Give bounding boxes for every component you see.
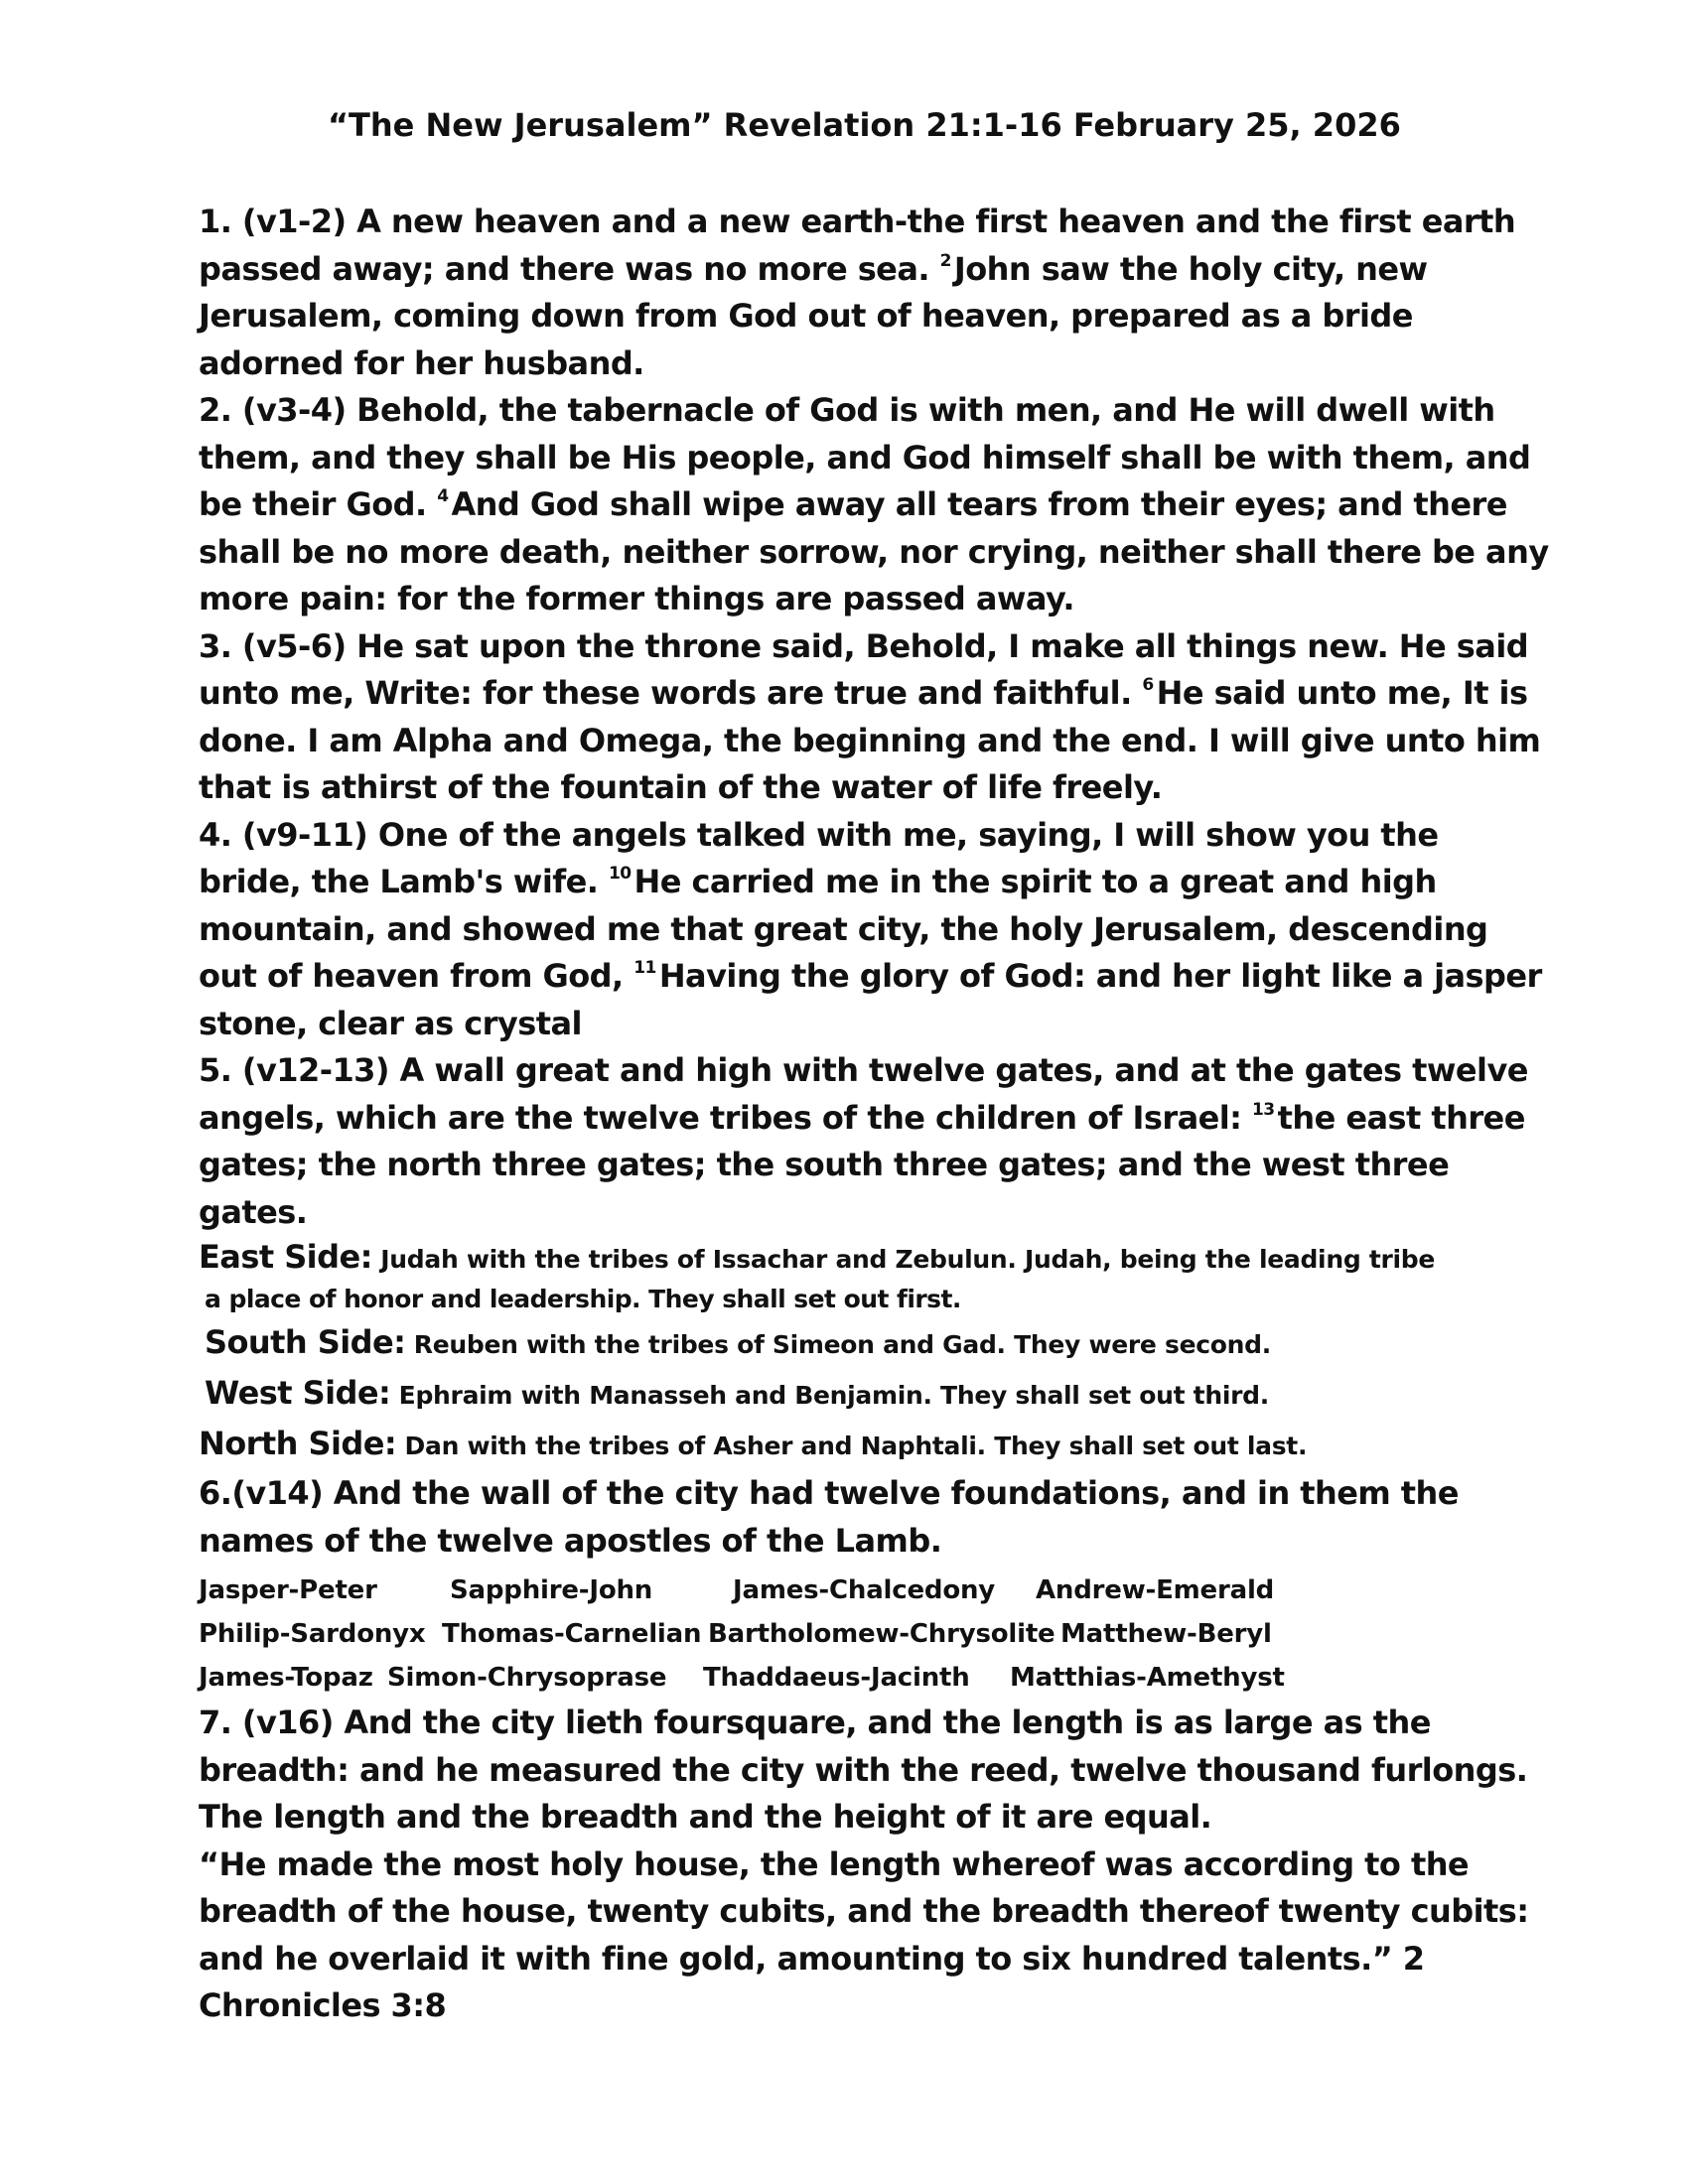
point-6 bbox=[199, 1470, 1549, 1565]
apostle-stone: Thaddaeus-Jacinth bbox=[703, 1663, 970, 1693]
apostles-row bbox=[199, 1612, 1549, 1656]
point-2-text: 2. (v3-4) Behold, the tabernacle of God is with men, and He will dwell with them, and they shall be His people, and God himself shall be with them, and be their God. bbox=[199, 391, 1531, 523]
point-5-text-cont: the east three gates; the north three gates; the south three gates; and the west three gates. bbox=[199, 1098, 1525, 1231]
verse-number: 13 bbox=[1252, 1099, 1275, 1120]
east-side-label: East Side: bbox=[199, 1238, 372, 1276]
point-6-text: And the wall of the city had twelve foundations, and in them the names of the twelve apostles of the Lamb. bbox=[199, 1474, 1459, 1560]
south-side-label: South Side: bbox=[205, 1323, 406, 1361]
point-5-text: 5. (v12-13) A wall great and high with twelve gates, and at the gates twelve angels, which are the twelve tribes of the children of Israel: bbox=[199, 1051, 1528, 1137]
point-6-ref: 6.(v14) bbox=[199, 1474, 324, 1512]
apostles-row bbox=[199, 1656, 1549, 1700]
apostle-stone: Sapphire-John bbox=[450, 1575, 653, 1605]
verse-number: 4 bbox=[437, 486, 449, 506]
apostle-stone: Andrew-Emerald bbox=[1036, 1575, 1275, 1605]
point-1-text: 1. (v1-2) A new heaven and a new earth-the first heaven and the first earth passed away; and there was no more sea. bbox=[199, 203, 1516, 288]
point-1 bbox=[199, 199, 1549, 387]
east-side-desc: Judah with the tribes of Issachar and Zebulun. Judah, being the leading tribe bbox=[371, 1245, 1436, 1274]
tribe-north bbox=[199, 1420, 1549, 1470]
point-7: 7. (v16) And the city lieth foursquare, and the length is as large as the breadth: and he measured the city with the reed, twelve thousand furlongs. The length and the breadth and the height of it are equal. bbox=[199, 1704, 1528, 1836]
point-3-text: 3. (v5-6) He sat upon the throne said, Behold, I make all things new. He said unto me, Write: for these words are true and faithful. bbox=[199, 626, 1529, 712]
page-title: “The New Jerusalem” Revelation 21:1-16 February 25, 2026 bbox=[328, 106, 1401, 144]
apostle-stone: Bartholomew-Chrysolite bbox=[708, 1619, 1055, 1649]
apostle-stone: Philip-Sardonyx bbox=[199, 1619, 426, 1649]
tribe-south bbox=[199, 1318, 1549, 1369]
apostle-stone: Jasper-Peter bbox=[199, 1575, 377, 1605]
verse-number: 11 bbox=[633, 958, 656, 978]
apostle-stone: Matthias-Amethyst bbox=[1010, 1663, 1285, 1693]
point-1-text-cont: John saw the holy city, new Jerusalem, coming down from God out of heaven, prepared as a bride adorned for her husband. bbox=[199, 249, 1428, 382]
tribe-west bbox=[199, 1369, 1549, 1420]
apostle-stone: Thomas-Carnelian bbox=[442, 1619, 702, 1649]
apostle-stone: Simon-Chrysoprase bbox=[387, 1663, 667, 1693]
point-2-text-cont: And God shall wipe away all tears from their eyes; and there shall be no more death, neither sorrow, nor crying, neither shall there be any more pain: for the former things are passed away. bbox=[199, 485, 1549, 617]
point-2 bbox=[199, 387, 1549, 623]
south-side-desc: Reuben with the tribes of Simeon and Gad. They were second. bbox=[405, 1330, 1271, 1359]
tribes-list bbox=[199, 1236, 1549, 1470]
scripture-quote: “He made the most holy house, the length whereof was according to the breadth of the house, twenty cubits, and the breadth thereof twenty cubits: and he overlaid it with fine gold, amounting to six hundred talents.” 2 Chronicles 3:8 bbox=[199, 1844, 1529, 2024]
point-4-text-cont: He carried me in the spirit to a great and high mountain, and showed me that great city, the holy Jerusalem, descending out of heaven from God, bbox=[199, 863, 1488, 995]
tribe-east bbox=[199, 1236, 1549, 1281]
apostle-stone: James-Topaz bbox=[199, 1663, 373, 1693]
apostles-table bbox=[199, 1569, 1549, 1700]
point-4-text-end: Having the glory of God: and her light like a jasper stone, clear as crystal bbox=[199, 957, 1542, 1042]
west-side-label: West Side: bbox=[205, 1374, 391, 1412]
verse-number: 2 bbox=[939, 250, 951, 271]
apostle-stone: James-Chalcedony bbox=[733, 1575, 996, 1605]
apostles-row bbox=[199, 1569, 1549, 1612]
point-3 bbox=[199, 623, 1549, 812]
point-4-text: 4. (v9-11) One of the angels talked with me, saying, I will show you the bride, the Lamb's wife. bbox=[199, 815, 1439, 900]
north-side-desc: Dan with the tribes of Asher and Naphtali. They shall set out last. bbox=[396, 1432, 1308, 1460]
point-5 bbox=[199, 1047, 1549, 1236]
document-body bbox=[199, 199, 1549, 2030]
verse-number: 6 bbox=[1142, 675, 1154, 695]
west-side-desc: Ephraim with Manasseh and Benjamin. They shall set out third. bbox=[390, 1381, 1269, 1410]
north-side-label: North Side: bbox=[199, 1425, 397, 1462]
tribe-east-cont: a place of honor and leadership. They shall set out first. bbox=[205, 1285, 961, 1313]
point-3-text-cont: He said unto me, It is done. I am Alpha and Omega, the beginning and the end. I will give unto him that is athirst of the fountain of the water of life freely. bbox=[199, 674, 1541, 806]
verse-number: 10 bbox=[608, 864, 632, 884]
apostle-stone: Matthew-Beryl bbox=[1060, 1619, 1272, 1649]
point-4 bbox=[199, 812, 1549, 1048]
